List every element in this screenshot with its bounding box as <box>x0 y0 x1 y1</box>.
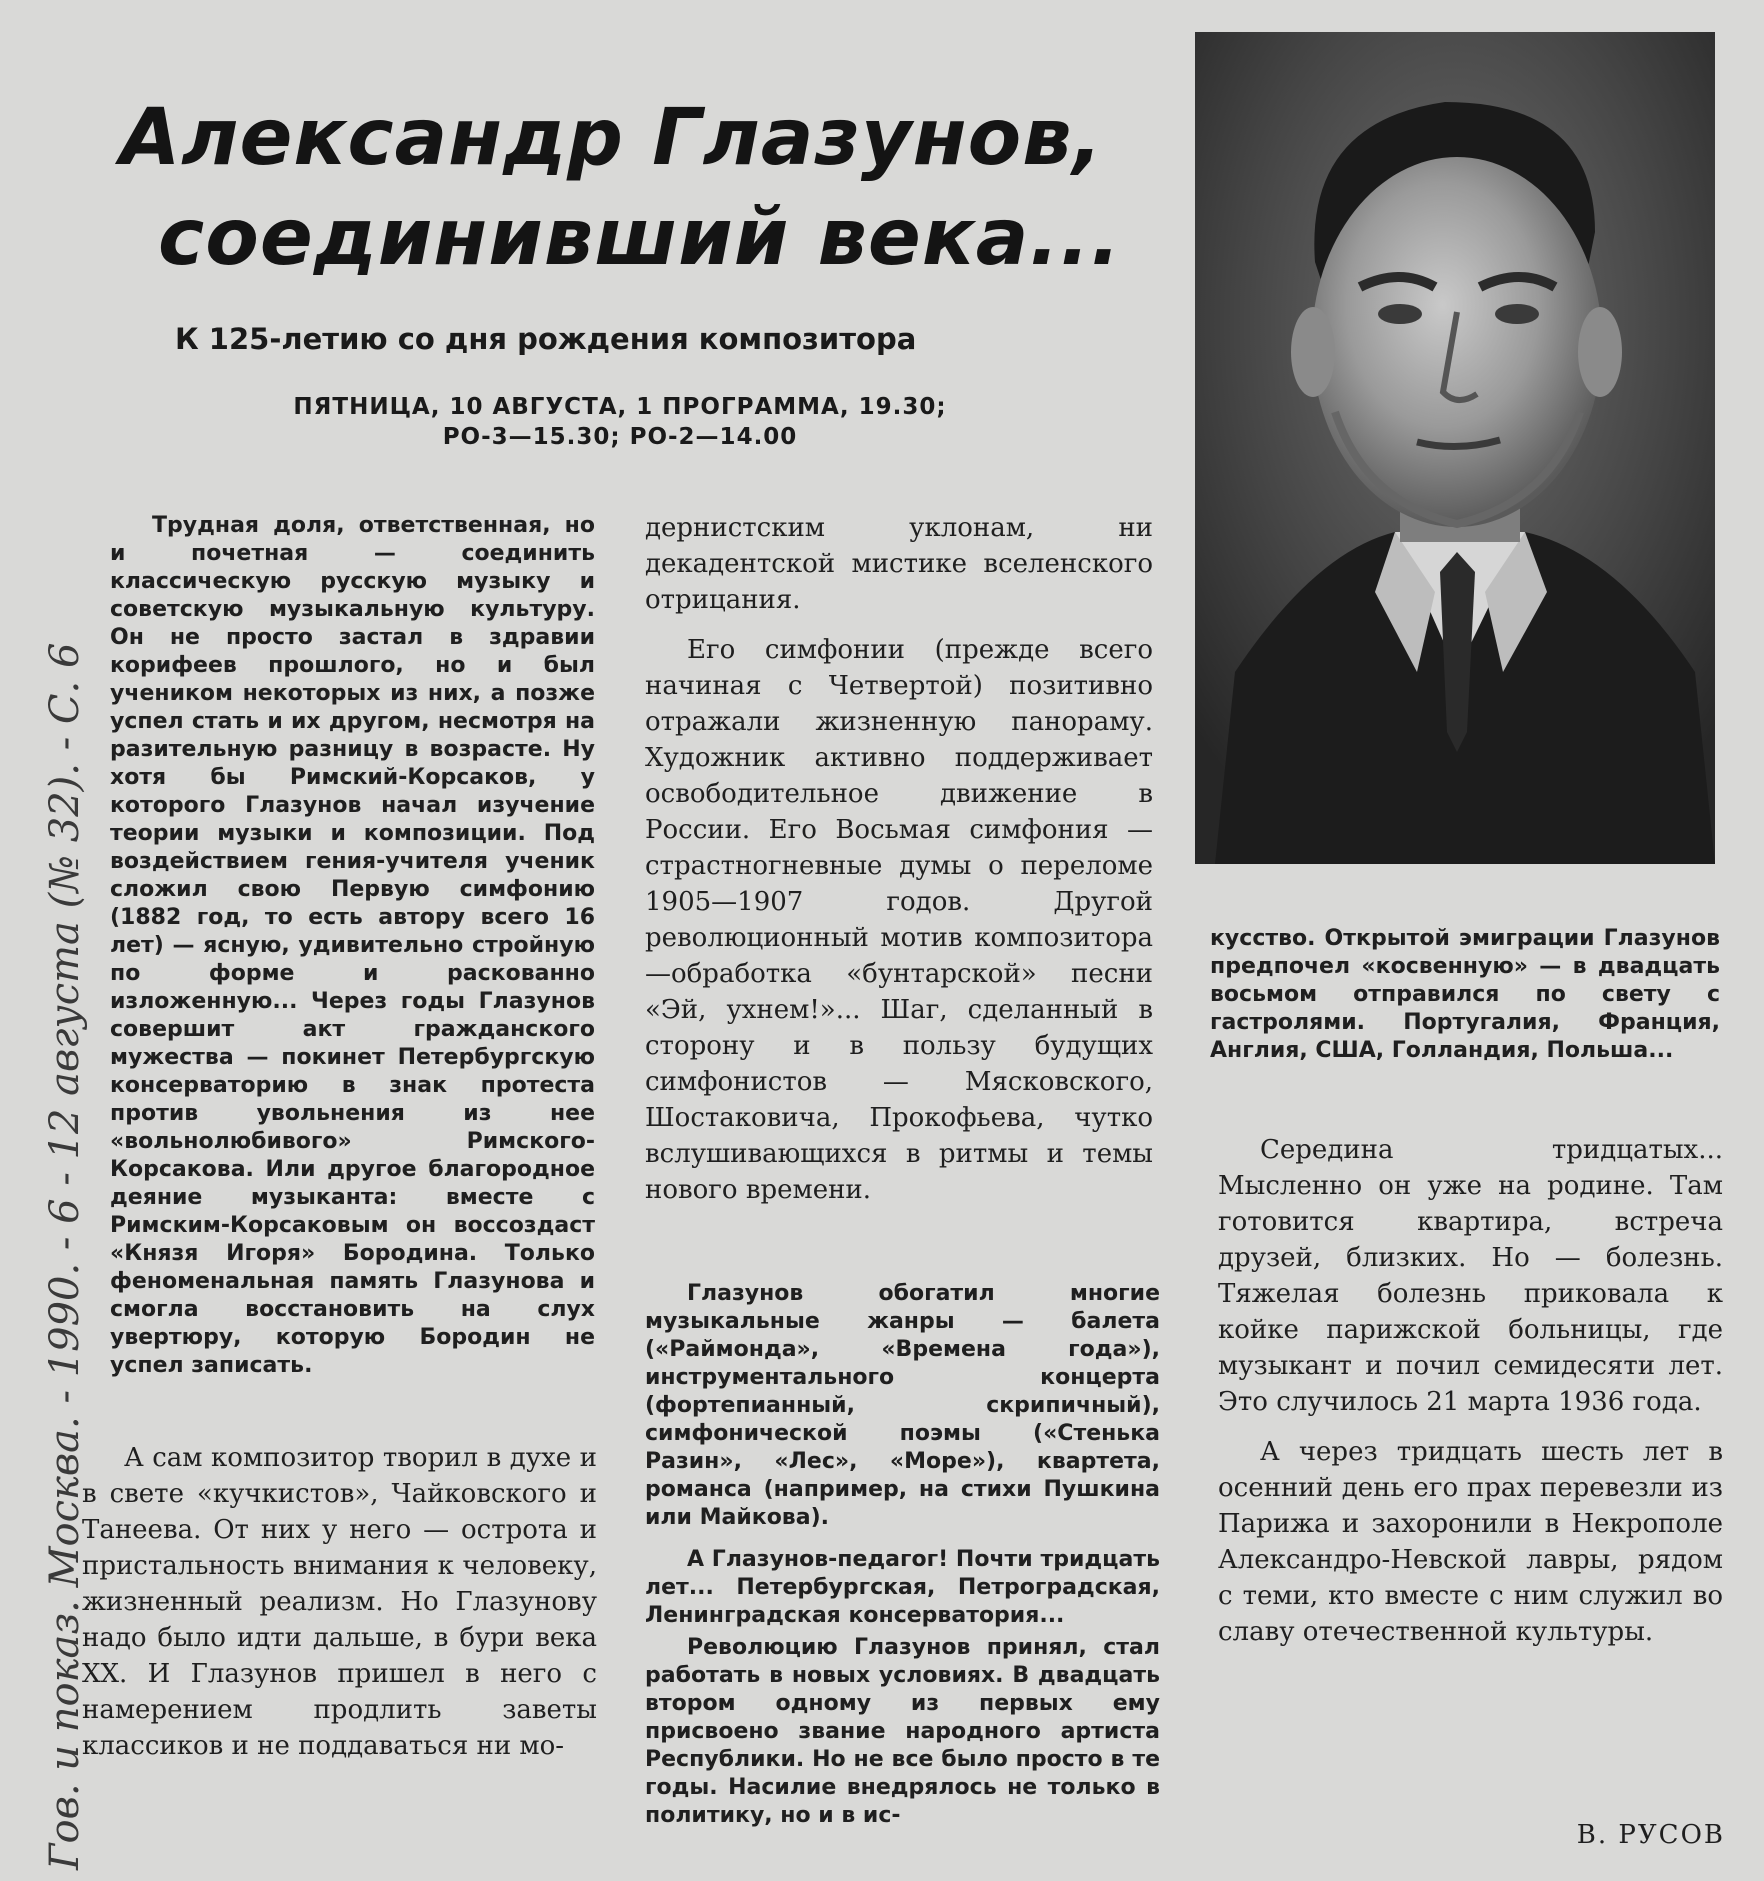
column-1-upper <box>110 512 595 1394</box>
paragraph: кусство. Открытой эмиграции Глазунов предпочел «косвенную» — в двадцать восьмом отправился по свету с гастролями. Португалия, Франция, Англия, США, Голландия, Польша... <box>1210 926 1720 1063</box>
paragraph: А Глазунов-педагог! Почти тридцать лет... Петербургская, Петроградская, Ленинградская консерватория... <box>645 1547 1160 1628</box>
paragraph: А сам композитор творил в духе и в свете «кучкистов», Чайковского и Танеева. От них у него — острота и пристальность внимания к человеку, жизненный реализм. Но Глазунову надо было идти дальше, в бури века XX. И Глазунов пришел в него с намерением продлить заветы классиков и не поддаваться ни мо- <box>82 1443 597 1761</box>
column-2-upper <box>645 510 1153 1222</box>
paragraph: А через тридцать шесть лет в осенний день его прах перевезли из Парижа и захоронили в Некрополе Александро-Невской лавры, рядом с теми, кто вместе с ним служил во славу отечественной культуры. <box>1218 1437 1723 1647</box>
paragraph: Глазунов обогатил многие музыкальные жанры — балета («Раймонда», «Времена года»), инструментального концерта (фортепианный, скрипичный), симфонической поэмы («Стенька Разин», «Лес», «Море»), квартета, романса (например, на стихи Пушкина или Майкова). <box>645 1281 1160 1530</box>
column-1-lower <box>82 1440 597 1778</box>
handwritten-margin-note: Гов. и показ. Москва. - 1990. - 6 - 12 августа (№ 32). - С. 6 <box>42 642 88 1870</box>
paragraph: Трудная доля, ответственная, но и почетная — соединить классическую русскую музыку и советскую музыкальную культуру. Он не просто застал в здравии корифеев прошлого, но и был учеником некоторых из них, а позже успел стать и их другом, несмотря на разительную разницу в возрасте. Ну хотя бы Римский-Корсаков, у которого Глазунов начал изучение теории музыки и композиции. Под воздействием гения-учителя ученик сложил свою Первую симфонию (1882 год, то есть автору всего 16 лет) — ясную, удивительно стройную по форме и раскованно изложенную... Через годы Глазунов совершит акт гражданского мужества — покинет Петербургскую консерваторию в знак протеста против увольнения из нее «вольнолюбивого» Римского-Корсакова. Или другое благородное деяние музыканта: вместе с Римским-Корсаковым он воссоздаст «Князя Игоря» Бородина. Только феноменальная память Глазунова и смогла восстановить на слух увертюру, которую Бородин не успел записать. <box>110 513 595 1378</box>
column-3-lower <box>1218 1132 1723 1664</box>
column-2-lower <box>645 1280 1160 1844</box>
schedule-line-1: ПЯТНИЦА, 10 АВГУСТА, 1 ПРОГРАММА, 19.30; <box>293 394 947 420</box>
author-signature: В. РУСОВ <box>1576 1820 1725 1850</box>
paragraph: Середина тридцатых... Мысленно он уже на родине. Там готовится квартира, встреча друзей, близких. Но — болезнь. Тяжелая болезнь приковала к койке парижской больницы, где музыкант и почил семидесяти лет. Это случилось 21 марта 1936 года. <box>1218 1135 1723 1417</box>
portrait-illustration <box>1195 32 1715 864</box>
paragraph: Его симфонии (прежде всего начиная с Четвертой) позитивно отражали жизненную панораму. Художник активно поддерживает освободительное движение в России. Его Восьмая симфония — страстногневные думы о переломе 1905—1907 годов. Другой революционный мотив композитора—обработка «бунтарской» песни «Эй, ухнем!»... Шаг, сделанный в сторону и в пользу будущих симфонистов — Мясковского, Шостаковича, Прокофьева, чутко вслушивающихся в ритмы и темы нового времени. <box>645 635 1153 1205</box>
paragraph: дернистским уклонам, ни декадентской мистике вселенского отрицания. <box>645 513 1153 615</box>
headline-line-1: Александр Глазунов, <box>120 93 1104 183</box>
paragraph: Революцию Глазунов принял, стал работать в новых условиях. В двадцать втором одному из первых ему присвоено звание народного артиста Республики. Но не все было просто в те годы. Насилие внедрялось не только в политику, но и в ис- <box>645 1635 1160 1828</box>
column-3-upper <box>1210 925 1720 1079</box>
headline <box>120 88 1130 288</box>
schedule-line-2: РО-3—15.30; РО-2—14.00 <box>442 424 798 450</box>
headline-line-2: соединивший века... <box>158 193 1122 283</box>
broadcast-schedule <box>235 392 1005 452</box>
composer-portrait-photo <box>1195 32 1715 864</box>
subheading: К 125-летию со дня рождения композитора <box>175 322 917 356</box>
